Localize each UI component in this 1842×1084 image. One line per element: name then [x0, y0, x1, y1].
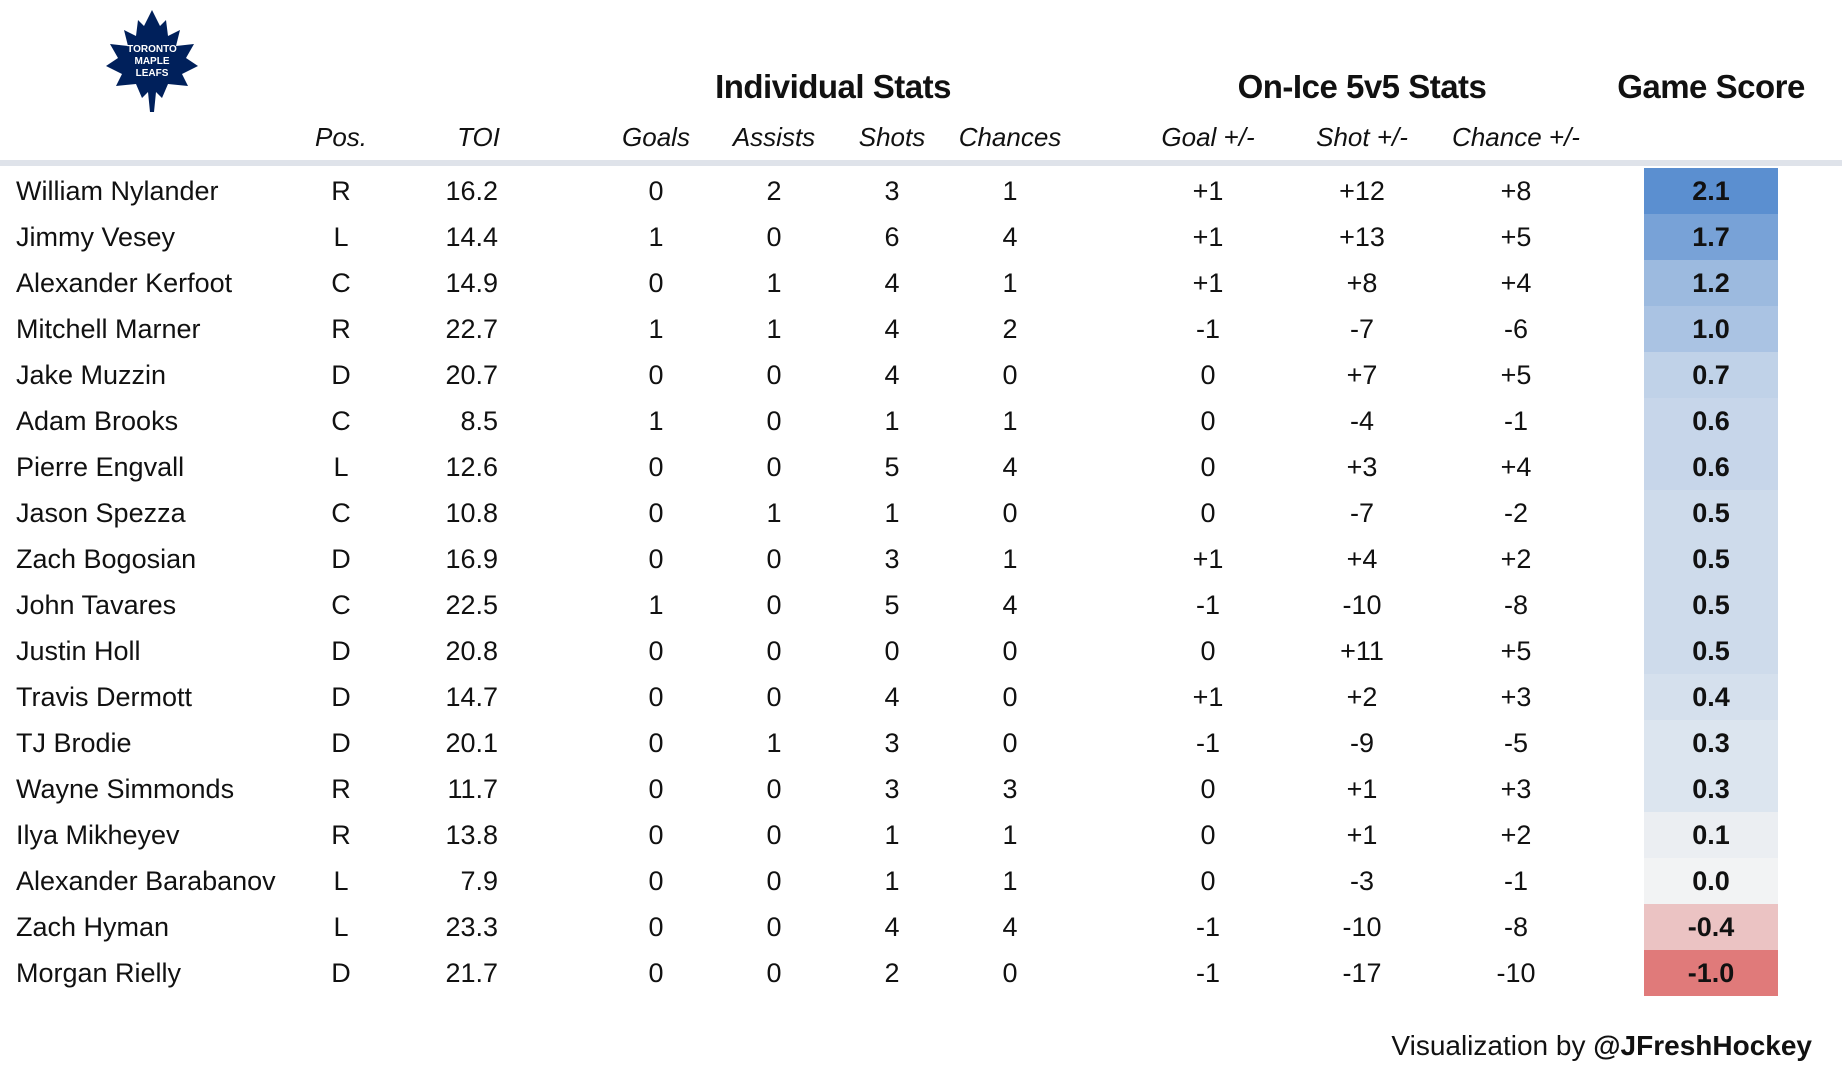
cell-shots: 1 — [884, 498, 900, 528]
cell-toi: 20.8 — [445, 636, 498, 666]
credit-prefix: Visualization by — [1391, 1030, 1586, 1061]
table-row — [0, 352, 1842, 398]
maple-leafs-logo — [104, 8, 200, 114]
cell-toi: 23.3 — [445, 912, 498, 942]
cell-assists: 0 — [766, 222, 782, 252]
cell-goals: 0 — [648, 268, 664, 298]
cell-assists: 0 — [766, 774, 782, 804]
cell-shots: 0 — [884, 636, 900, 666]
cell-chance-pm: +5 — [1500, 636, 1532, 666]
game-score-value: 0.6 — [1692, 406, 1730, 436]
cell-toi: 10.8 — [445, 498, 498, 528]
cell-chances: 1 — [1002, 544, 1018, 574]
cell-assists: 1 — [766, 268, 782, 298]
cell-toi: 14.7 — [445, 682, 498, 712]
player-name: Alexander Barabanov — [16, 866, 276, 896]
cell-goals: 0 — [648, 452, 664, 482]
cell-chance-pm: +4 — [1500, 268, 1532, 298]
cell-toi: 21.7 — [445, 958, 498, 988]
cell-toi: 14.9 — [445, 268, 498, 298]
table-row — [0, 812, 1842, 858]
table-row — [0, 766, 1842, 812]
cell-chances: 0 — [1002, 498, 1018, 528]
cell-pos: D — [331, 360, 351, 390]
col-header-shots: Shots — [858, 122, 926, 152]
cell-shots: 5 — [884, 590, 900, 620]
table-row — [0, 214, 1842, 260]
cell-goal-pm: +1 — [1192, 222, 1224, 252]
player-name: William Nylander — [16, 176, 219, 206]
onice-stats-title: On-Ice 5v5 Stats — [1237, 68, 1487, 105]
game-score-value: 0.3 — [1692, 774, 1730, 804]
player-name: Zach Hyman — [16, 912, 170, 942]
game-score-value: 1.0 — [1692, 314, 1730, 344]
game-score-value: 1.2 — [1692, 268, 1730, 298]
table-row — [0, 398, 1842, 444]
cell-shot-pm: -7 — [1349, 314, 1375, 344]
cell-shot-pm: -10 — [1342, 590, 1382, 620]
cell-pos: R — [331, 176, 351, 206]
cell-goal-pm: -1 — [1195, 912, 1221, 942]
cell-chance-pm: -2 — [1503, 498, 1529, 528]
cell-chance-pm: -1 — [1503, 866, 1529, 896]
cell-shot-pm: +2 — [1346, 682, 1378, 712]
cell-chance-pm: -5 — [1503, 728, 1529, 758]
cell-assists: 0 — [766, 636, 782, 666]
player-name: Zach Bogosian — [16, 544, 197, 574]
cell-shots: 4 — [884, 268, 900, 298]
cell-shots: 5 — [884, 452, 900, 482]
cell-chances: 4 — [1002, 222, 1018, 252]
col-header-shot-pm: Shot +/- — [1316, 122, 1408, 152]
cell-chances: 1 — [1002, 406, 1018, 436]
cell-goal-pm: 0 — [1200, 820, 1216, 850]
player-name: John Tavares — [16, 590, 177, 620]
cell-pos: R — [331, 774, 351, 804]
cell-pos: L — [333, 866, 349, 896]
cell-assists: 0 — [766, 590, 782, 620]
cell-shots: 1 — [884, 820, 900, 850]
player-name: Morgan Rielly — [16, 958, 182, 988]
cell-pos: L — [333, 452, 349, 482]
cell-toi: 12.6 — [445, 452, 498, 482]
player-name: TJ Brodie — [16, 728, 132, 758]
logo-text-line-1: TORONTO — [127, 44, 177, 55]
cell-shot-pm: -9 — [1349, 728, 1375, 758]
cell-pos: L — [333, 222, 349, 252]
cell-chance-pm: -1 — [1503, 406, 1529, 436]
cell-chance-pm: +2 — [1500, 820, 1532, 850]
cell-chances: 1 — [1002, 268, 1018, 298]
cell-goals: 0 — [648, 176, 664, 206]
col-header-goal-pm: Goal +/- — [1161, 122, 1255, 152]
cell-goal-pm: +1 — [1192, 176, 1224, 206]
cell-shot-pm: +1 — [1346, 820, 1378, 850]
cell-shots: 4 — [884, 360, 900, 390]
cell-shots: 4 — [884, 314, 900, 344]
cell-goals: 1 — [648, 222, 664, 252]
cell-chance-pm: -6 — [1503, 314, 1529, 344]
game-score-value: 2.1 — [1692, 176, 1730, 206]
player-name: Travis Dermott — [16, 682, 193, 712]
cell-pos: D — [331, 682, 351, 712]
cell-pos: C — [331, 406, 351, 436]
table-row — [0, 674, 1842, 720]
cell-shot-pm: +13 — [1339, 222, 1385, 252]
cell-chance-pm: +8 — [1500, 176, 1532, 206]
cell-shots: 6 — [884, 222, 900, 252]
cell-goal-pm: 0 — [1200, 498, 1216, 528]
cell-goals: 0 — [648, 866, 664, 896]
cell-pos: C — [331, 590, 351, 620]
cell-chance-pm: +5 — [1500, 360, 1532, 390]
cell-assists: 1 — [766, 728, 782, 758]
cell-toi: 13.8 — [445, 820, 498, 850]
logo-text-line-3: LEAFS — [135, 68, 169, 79]
cell-toi: 20.7 — [445, 360, 498, 390]
cell-shot-pm: -7 — [1349, 498, 1375, 528]
game-score-value: 0.3 — [1692, 728, 1730, 758]
player-name: Mitchell Marner — [16, 314, 201, 344]
cell-toi: 22.7 — [445, 314, 498, 344]
cell-shot-pm: -10 — [1342, 912, 1382, 942]
col-header-toi: TOI — [457, 122, 500, 152]
table-row — [0, 904, 1842, 950]
game-score-title: Game Score — [1617, 68, 1805, 105]
cell-assists: 0 — [766, 406, 782, 436]
game-score-value: -1.0 — [1687, 958, 1735, 988]
cell-goal-pm: -1 — [1195, 314, 1221, 344]
table-row — [0, 628, 1842, 674]
game-score-value: -0.4 — [1687, 912, 1735, 942]
cell-chances: 1 — [1002, 866, 1018, 896]
cell-assists: 0 — [766, 452, 782, 482]
cell-goal-pm: 0 — [1200, 452, 1216, 482]
cell-assists: 0 — [766, 544, 782, 574]
player-name: Ilya Mikheyev — [16, 820, 180, 850]
cell-assists: 0 — [766, 360, 782, 390]
cell-chances: 4 — [1002, 590, 1018, 620]
cell-goal-pm: +1 — [1192, 682, 1224, 712]
cell-goal-pm: +1 — [1192, 268, 1224, 298]
cell-shot-pm: -17 — [1342, 958, 1382, 988]
table-row — [0, 260, 1842, 306]
cell-chance-pm: +5 — [1500, 222, 1532, 252]
cell-chances: 2 — [1002, 314, 1018, 344]
cell-chance-pm: +4 — [1500, 452, 1532, 482]
individual-stats-title: Individual Stats — [715, 68, 951, 105]
cell-toi: 16.2 — [445, 176, 498, 206]
cell-toi: 22.5 — [445, 590, 498, 620]
cell-assists: 0 — [766, 866, 782, 896]
cell-pos: C — [331, 268, 351, 298]
game-score-value: 0.0 — [1692, 866, 1730, 896]
cell-toi: 20.1 — [445, 728, 498, 758]
cell-goal-pm: 0 — [1200, 360, 1216, 390]
cell-pos: R — [331, 820, 351, 850]
cell-goals: 0 — [648, 912, 664, 942]
cell-chances: 3 — [1002, 774, 1018, 804]
cell-chance-pm: +2 — [1500, 544, 1532, 574]
game-score-value: 0.4 — [1692, 682, 1730, 712]
credit-handle: @JFreshHockey — [1593, 1030, 1812, 1061]
cell-shot-pm: +11 — [1340, 636, 1384, 666]
cell-toi: 14.4 — [445, 222, 498, 252]
cell-assists: 0 — [766, 912, 782, 942]
table-row — [0, 858, 1842, 904]
game-score-value: 1.7 — [1692, 222, 1730, 252]
cell-shots: 2 — [884, 958, 900, 988]
game-score-value: 0.1 — [1692, 820, 1730, 850]
cell-shots: 4 — [884, 912, 900, 942]
cell-assists: 0 — [766, 958, 782, 988]
col-header-pos: Pos. — [314, 122, 368, 152]
cell-shot-pm: +4 — [1346, 544, 1378, 574]
player-name: Wayne Simmonds — [16, 774, 235, 804]
cell-assists: 2 — [766, 176, 782, 206]
cell-goals: 0 — [648, 544, 664, 574]
cell-toi: 8.5 — [460, 406, 498, 436]
cell-chances: 0 — [1002, 360, 1018, 390]
game-score-value: 0.7 — [1692, 360, 1730, 390]
player-name: Alexander Kerfoot — [16, 268, 233, 298]
cell-goals: 0 — [648, 360, 664, 390]
cell-toi: 11.7 — [447, 774, 498, 804]
cell-pos: D — [331, 728, 351, 758]
cell-goals: 1 — [648, 314, 664, 344]
cell-chance-pm: -8 — [1503, 912, 1529, 942]
cell-shots: 4 — [884, 682, 900, 712]
cell-chances: 0 — [1002, 682, 1018, 712]
table-row — [0, 950, 1842, 996]
col-header-goals: Goals — [622, 122, 690, 152]
game-score-value: 0.5 — [1692, 498, 1730, 528]
cell-goal-pm: 0 — [1200, 406, 1216, 436]
cell-goal-pm: +1 — [1192, 544, 1224, 574]
table-row — [0, 306, 1842, 352]
cell-shot-pm: +12 — [1339, 176, 1385, 206]
cell-pos: D — [331, 636, 351, 666]
cell-toi: 16.9 — [445, 544, 498, 574]
cell-goal-pm: 0 — [1200, 866, 1216, 896]
col-header-assists: Assists — [732, 122, 816, 152]
cell-chance-pm: +3 — [1500, 774, 1532, 804]
cell-shots: 3 — [884, 176, 900, 206]
cell-shot-pm: -3 — [1349, 866, 1375, 896]
player-name: Jason Spezza — [16, 498, 186, 528]
table-row — [0, 536, 1842, 582]
cell-goals: 1 — [648, 406, 664, 436]
cell-pos: R — [331, 314, 351, 344]
cell-pos: L — [333, 912, 349, 942]
table-row — [0, 444, 1842, 490]
cell-chances: 1 — [1002, 176, 1018, 206]
cell-shots: 3 — [884, 774, 900, 804]
cell-goals: 0 — [648, 728, 664, 758]
cell-shot-pm: +8 — [1346, 268, 1378, 298]
table-row — [0, 490, 1842, 536]
table-row — [0, 720, 1842, 766]
cell-toi: 7.9 — [460, 866, 498, 896]
cell-assists: 0 — [766, 820, 782, 850]
player-name: Pierre Engvall — [16, 452, 185, 482]
cell-chances: 0 — [1002, 958, 1018, 988]
cell-goal-pm: 0 — [1200, 636, 1216, 666]
cell-shot-pm: +3 — [1346, 452, 1378, 482]
cell-chances: 4 — [1002, 452, 1018, 482]
cell-goals: 0 — [648, 636, 664, 666]
header-separator — [0, 160, 1842, 166]
cell-assists: 0 — [766, 682, 782, 712]
player-name: Jake Muzzin — [16, 360, 167, 390]
cell-goal-pm: -1 — [1195, 728, 1221, 758]
cell-chance-pm: -10 — [1496, 958, 1536, 988]
cell-shot-pm: -4 — [1349, 406, 1375, 436]
player-name: Justin Holl — [16, 636, 141, 666]
cell-shots: 3 — [884, 728, 900, 758]
cell-chances: 0 — [1002, 636, 1018, 666]
cell-shots: 1 — [884, 866, 900, 896]
cell-goals: 0 — [648, 820, 664, 850]
cell-assists: 1 — [766, 314, 782, 344]
cell-goal-pm: 0 — [1200, 774, 1216, 804]
cell-goals: 0 — [648, 958, 664, 988]
cell-goals: 0 — [648, 682, 664, 712]
cell-chances: 4 — [1002, 912, 1018, 942]
cell-pos: C — [331, 498, 351, 528]
cell-pos: D — [331, 958, 351, 988]
table-row — [0, 168, 1842, 214]
cell-shot-pm: +7 — [1346, 360, 1378, 390]
player-name: Jimmy Vesey — [16, 222, 176, 252]
game-score-value: 0.5 — [1692, 590, 1730, 620]
cell-goals: 0 — [648, 774, 664, 804]
cell-chance-pm: -8 — [1503, 590, 1529, 620]
cell-chances: 0 — [1002, 728, 1018, 758]
col-header-chances: Chances — [958, 122, 1062, 152]
player-name: Adam Brooks — [16, 406, 179, 436]
logo-text-line-2: MAPLE — [134, 56, 170, 67]
game-score-value: 0.6 — [1692, 452, 1730, 482]
cell-goals: 0 — [648, 498, 664, 528]
cell-goal-pm: -1 — [1195, 590, 1221, 620]
table-row — [0, 582, 1842, 628]
cell-pos: D — [331, 544, 351, 574]
game-score-value: 0.5 — [1692, 544, 1730, 574]
cell-chances: 1 — [1002, 820, 1018, 850]
cell-chance-pm: +3 — [1500, 682, 1532, 712]
cell-assists: 1 — [766, 498, 782, 528]
game-score-value: 0.5 — [1692, 636, 1730, 666]
cell-shot-pm: +1 — [1346, 774, 1378, 804]
col-header-chance-pm: Chance +/- — [1452, 122, 1580, 152]
cell-shots: 1 — [884, 406, 900, 436]
cell-shots: 3 — [884, 544, 900, 574]
cell-goal-pm: -1 — [1195, 958, 1221, 988]
cell-goals: 1 — [648, 590, 664, 620]
credit-line — [1391, 1030, 1812, 1062]
